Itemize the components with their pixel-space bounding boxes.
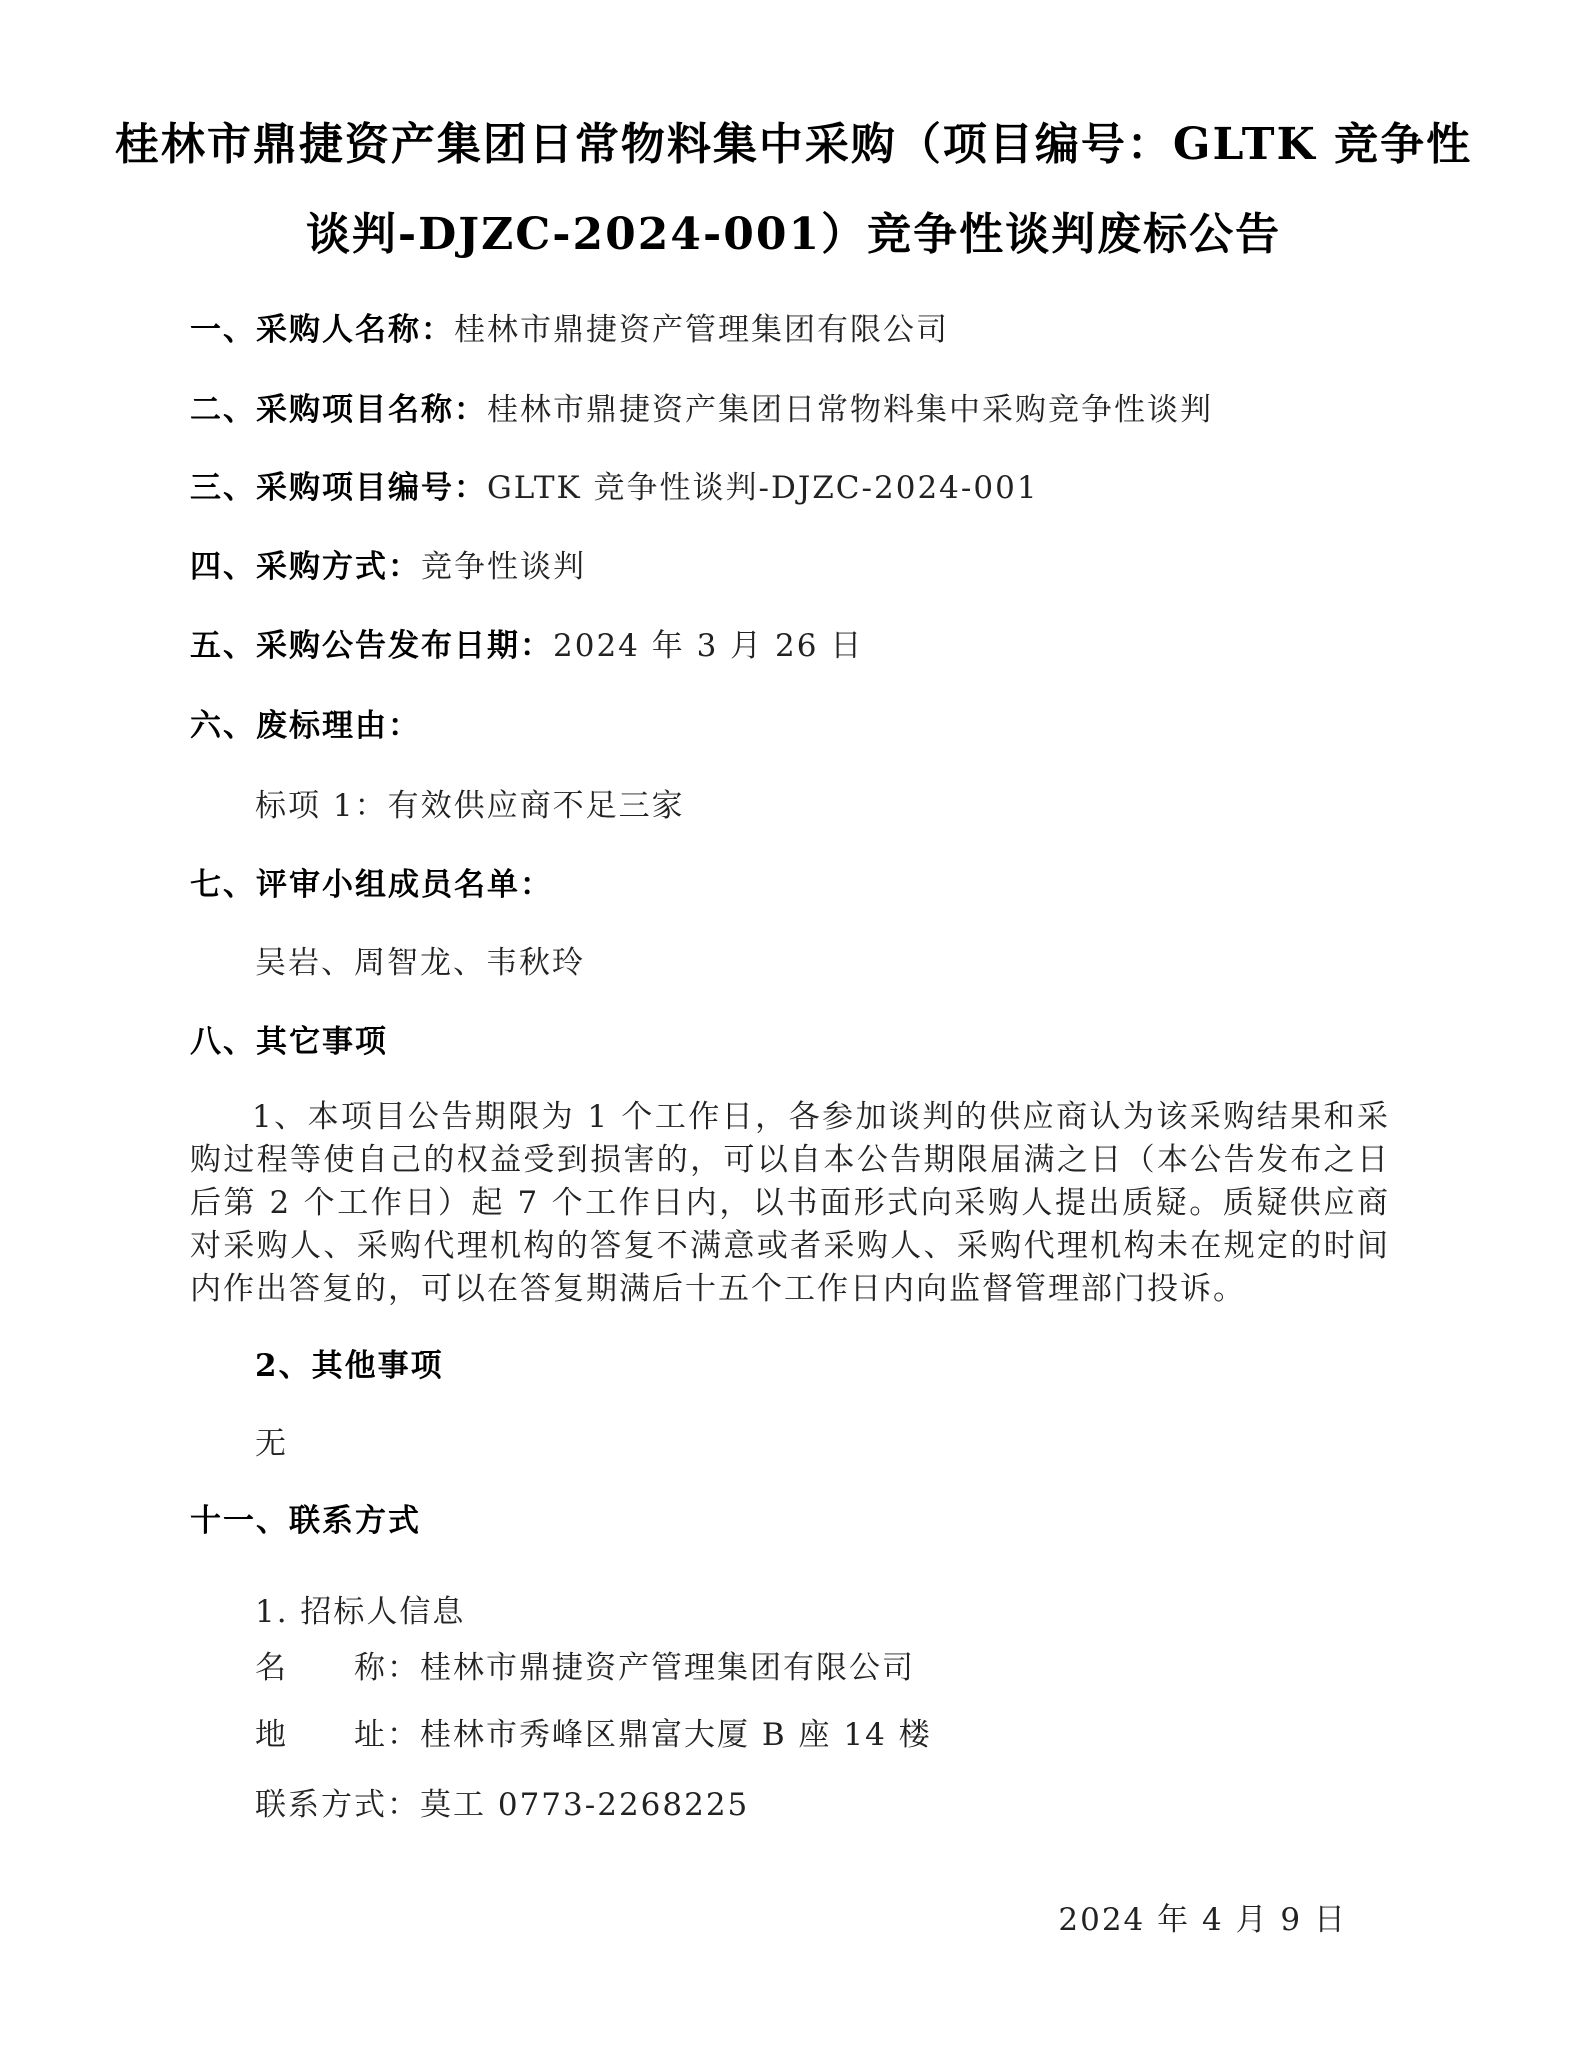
section-invalid-reason-label: 六、废标理由： xyxy=(190,708,421,744)
section-purchaser-name-label: 一、采购人名称： xyxy=(190,312,454,348)
section-project-number xyxy=(190,467,1039,509)
contact-name-line: 名 称：桂林市鼎捷资产管理集团有限公司 xyxy=(255,1650,915,1686)
other-matters-paragraph: 1、本项目公告期限为 1 个工作日，各参加谈判的供应商认为该采购结果和采购过程等使自己的权益受到损害的，可以自本公告期限届满之日（本公告发布之日后第 2 个工作日）起 7 个工作日内，以书面形式向采购人提出质疑。质疑供应商对采购人、采购代理机构的答复不满意或者采购人、采购代理机构未在规定的时间内作出答复的，可以在答复期满后十五个工作日内向监督管理部门投诉。 xyxy=(190,1099,1390,1307)
footer-date: 2024 年 4 月 9 日 xyxy=(1058,1902,1347,1938)
invalid-reason-item: 标项 1：有效供应商不足三家 xyxy=(255,788,685,824)
contact-phone-line: 联系方式：莫工 0773-2268225 xyxy=(255,1787,750,1823)
other-matters-subheading: 2、其他事项 xyxy=(255,1348,444,1384)
document-title-line-2: 谈判-DJZC-2024-001）竞争性谈判废标公告 xyxy=(305,209,1282,260)
contact-address-line: 地 址：桂林市秀峰区鼎富大厦 B 座 14 楼 xyxy=(255,1717,932,1753)
document-title-line-1: 桂林市鼎捷资产集团日常物料集中采购（项目编号：GLTK 竞争性 xyxy=(114,119,1473,170)
section-announcement-date xyxy=(190,625,863,667)
other-matters-subvalue: 无 xyxy=(255,1426,288,1462)
section-procurement-method-label: 四、采购方式： xyxy=(190,549,421,585)
section-procurement-method-value: 竞争性谈判 xyxy=(421,549,586,585)
contact-group-title: 1. 招标人信息 xyxy=(255,1594,466,1630)
section-announcement-date-label: 五、采购公告发布日期： xyxy=(190,628,553,664)
section-review-panel-heading: 七、评审小组成员名单： xyxy=(190,867,553,903)
section-project-name-label: 二、采购项目名称： xyxy=(190,392,487,428)
section-contact-heading: 十一、联系方式 xyxy=(190,1503,421,1539)
review-panel-members: 吴岩、周智龙、韦秋玲 xyxy=(255,945,585,981)
section-invalid-reason-heading xyxy=(190,705,421,747)
section-procurement-method xyxy=(190,546,586,588)
section-project-name-value: 桂林市鼎捷资产集团日常物料集中采购竞争性谈判 xyxy=(487,392,1213,428)
section-other-matters-heading: 八、其它事项 xyxy=(190,1024,388,1060)
section-project-number-value: GLTK 竞争性谈判-DJZC-2024-001 xyxy=(487,470,1039,506)
section-purchaser-name-value: 桂林市鼎捷资产管理集团有限公司 xyxy=(454,312,949,348)
section-project-name xyxy=(190,389,1213,431)
section-project-number-label: 三、采购项目编号： xyxy=(190,470,487,506)
section-announcement-date-value: 2024 年 3 月 26 日 xyxy=(553,628,864,664)
section-purchaser-name xyxy=(190,309,949,351)
